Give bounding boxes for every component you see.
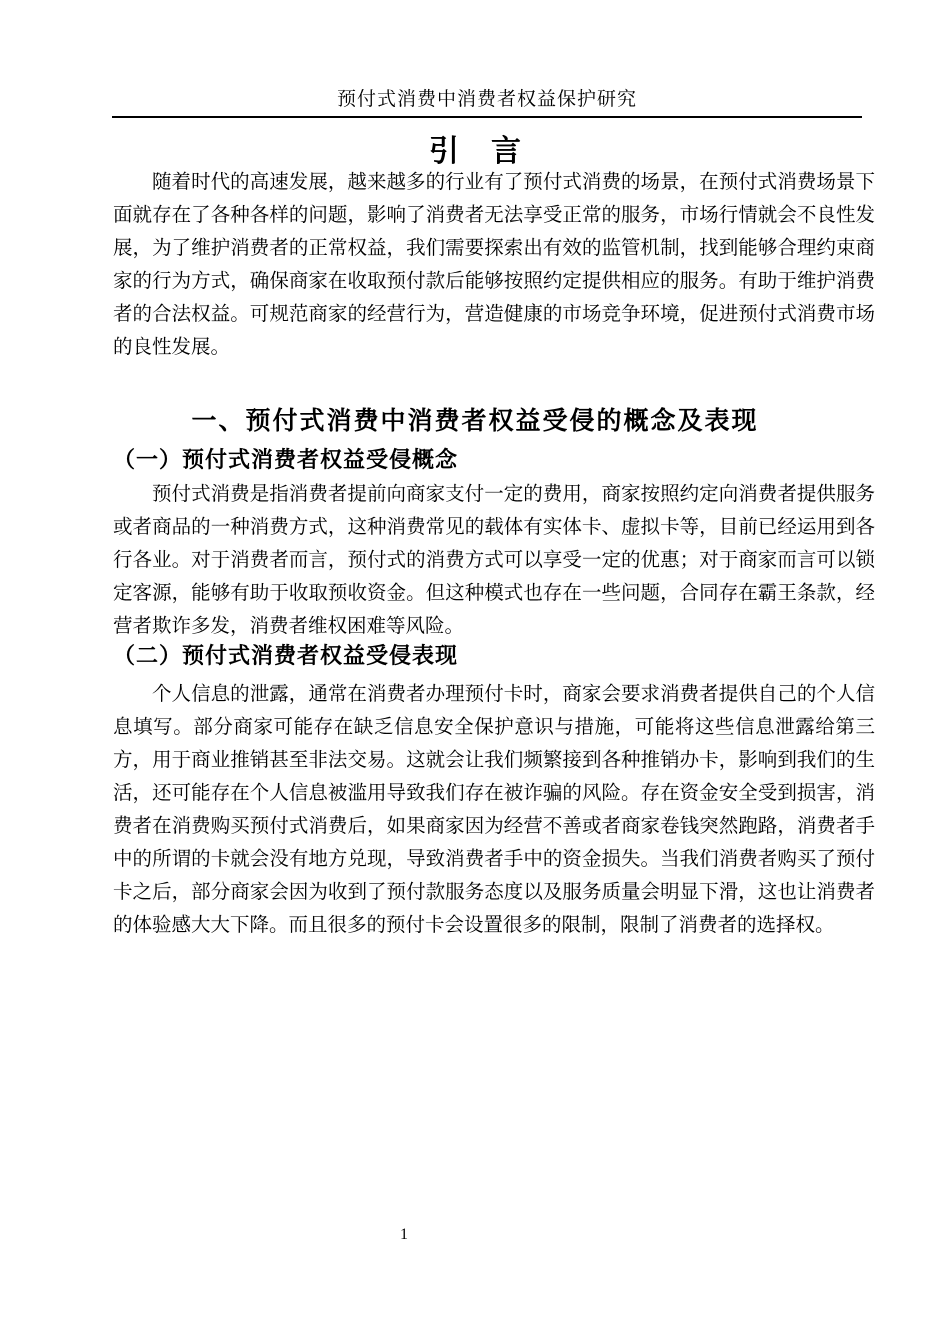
page-number: 1 bbox=[400, 1226, 408, 1243]
subsection-2-paragraph: 个人信息的泄露，通常在消费者办理预付卡时，商家会要求消费者提供自己的个人信息填写。部分商家可能存在缺乏信息安全保护意识与措施，可能将这些信息泄露给第三方，用于商业推销甚至非法交易。这就会让我们频繁接到各种推销办卡，影响到我们的生活，还可能存在个人信息被滥用导致我们存在被诈骗的风险。存在资金安全受到损害，消费者在消费购买预付式消费后，如果商家因为经营不善或者商家卷钱突然跑路，消费者手中的所谓的卡就会没有地方兑现，导致消费者手中的资金损失。当我们消费者购买了预付卡之后，部分商家会因为收到了预付款服务态度以及服务质量会明显下滑，这也让消费者的体验感大大下降。而且很多的预付卡会设置很多的限制，限制了消费者的选择权。 bbox=[113, 684, 875, 936]
subsection-1-heading: （一）预付式消费者权益受侵概念 bbox=[113, 447, 459, 472]
page-header bbox=[112, 84, 862, 118]
section-heading: 一、预付式消费中消费者权益受侵的概念及表现 bbox=[191, 407, 759, 435]
subsection-1-paragraph: 预付式消费是指消费者提前向商家支付一定的费用，商家按照约定向消费者提供服务或者商品的一种消费方式，这种消费常见的载体有实体卡、虚拟卡等，目前已经运用到各行各业。对于消费者而言，预付式的消费方式可以享受一定的优惠；对于商家而言可以锁定客源，能够有助于收取预收资金。但这种模式也存在一些问题，合同存在霸王条款，经营者欺诈多发，消费者维权困难等风险。 bbox=[113, 484, 875, 637]
intro-paragraph: 随着时代的高速发展，越来越多的行业有了预付式消费的场景，在预付式消费场景下面就存在了各种各样的问题，影响了消费者无法享受正常的服务，市场行情就会不良性发展，为了维护消费者的正常权益，我们需要探索出有效的监管机制，找到能够合理约束商家的行为方式，确保商家在收取预付款后能够按照约定提供相应的服务。有助于维护消费者的合法权益。可规范商家的经营行为，营造健康的市场竞争环境，促进预付式消费市场的良性发展。 bbox=[113, 172, 875, 358]
header-title: 预付式消费中消费者权益保护研究 bbox=[336, 89, 637, 110]
subsection-2-heading: （二）预付式消费者权益受侵表现 bbox=[113, 643, 459, 668]
document-title: 引言 bbox=[429, 135, 553, 168]
